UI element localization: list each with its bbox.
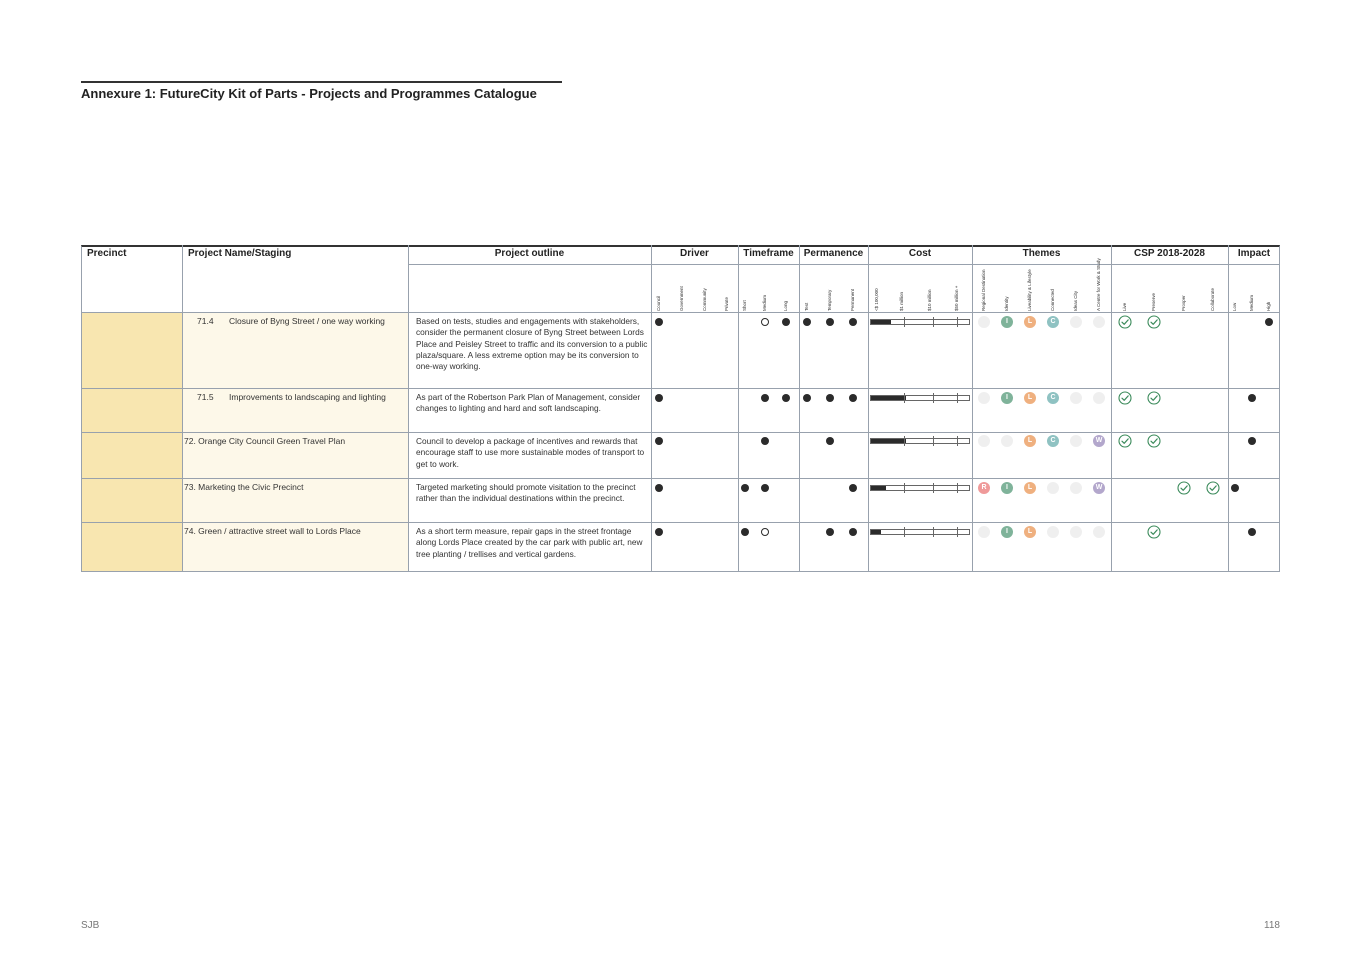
cost-bar-tick	[933, 317, 934, 327]
theme-L-badge: L	[1024, 482, 1036, 494]
subheader-driver: Government	[679, 286, 684, 311]
timeframe-filled-dot	[761, 394, 769, 402]
csp-check-icon	[1118, 434, 1132, 448]
cost-bar-fill	[871, 320, 891, 324]
cost-bar-tick	[933, 436, 934, 446]
permanence-filled-dot	[849, 484, 857, 492]
header-cost: Cost	[908, 248, 932, 259]
permanence-filled-dot	[826, 394, 834, 402]
cost-bar-tick	[957, 393, 958, 403]
timeframe-filled-dot	[782, 394, 790, 402]
header-precinct: Precinct	[87, 248, 127, 259]
project-outline: As a short term measure, repair gaps in the street frontage along Lords Place created by the car park with public art, new tree planting / trellises and vertical gardens.	[416, 526, 643, 559]
csp-check-icon	[1147, 315, 1161, 329]
driver-filled-dot	[655, 318, 663, 326]
subheader-cost: $10 million	[927, 289, 932, 311]
header-divider	[408, 264, 1280, 265]
impact-filled-dot	[1231, 484, 1239, 492]
timeframe-filled-dot	[761, 484, 769, 492]
cost-bar-tick	[933, 527, 934, 537]
subheader-themes: Connected	[1050, 289, 1055, 311]
theme-inactive-badge	[1070, 526, 1082, 538]
subheader-timeframe: Long	[783, 300, 788, 311]
cost-bar-tick	[904, 527, 905, 537]
theme-inactive-badge	[1070, 392, 1082, 404]
cost-bar-fill	[871, 486, 886, 490]
project-outline: Council to develop a package of incentives and rewards that encourage staff to use more sustainable modes of transport to get to work.	[416, 436, 645, 469]
cost-bar-fill	[871, 439, 906, 443]
timeframe-filled-dot	[761, 437, 769, 445]
subheader-timeframe: Short	[742, 300, 747, 311]
page-title: Annexure 1: FutureCity Kit of Parts - Projects and Programmes Catalogue	[81, 86, 537, 101]
subheader-cost: $1 million	[899, 291, 904, 311]
driver-filled-dot	[655, 484, 663, 492]
cost-bar-tick	[957, 527, 958, 537]
subheader-driver: Community	[702, 288, 707, 311]
theme-I-badge: I	[1001, 482, 1013, 494]
project-outline: As part of the Robertson Park Plan of Management, consider changes to lighting and hard and soft landscaping.	[416, 392, 641, 414]
header-impact: Impact	[1237, 248, 1271, 259]
cost-bar	[870, 529, 970, 535]
permanence-filled-dot	[826, 437, 834, 445]
theme-I-badge: I	[1001, 316, 1013, 328]
theme-inactive-badge	[1047, 526, 1059, 538]
project-number: 71.5	[197, 392, 214, 402]
theme-C-badge: C	[1047, 316, 1059, 328]
driver-filled-dot	[655, 394, 663, 402]
cost-bar	[870, 395, 970, 401]
project-name: Closure of Byng Street / one way working	[229, 316, 385, 326]
subheader-themes: Ideas City	[1073, 290, 1078, 311]
theme-inactive-badge	[978, 435, 990, 447]
header-project-outline: Project outline	[494, 248, 565, 259]
row-divider	[81, 522, 1280, 523]
cost-bar-fill	[871, 396, 906, 400]
project-outline: Targeted marketing should promote visitation to the precinct rather than the individual destinations within the precinct.	[416, 482, 636, 504]
theme-inactive-badge	[978, 392, 990, 404]
subheader-csp: Collaborate	[1210, 287, 1215, 311]
csp-check-icon	[1206, 481, 1220, 495]
catalogue-table	[81, 245, 1280, 573]
timeframe-filled-dot	[741, 528, 749, 536]
theme-L-badge: L	[1024, 526, 1036, 538]
theme-inactive-badge	[1070, 435, 1082, 447]
theme-L-badge: L	[1024, 316, 1036, 328]
project-name: 74. Green / attractive street wall to Lords Place	[184, 526, 361, 536]
csp-check-icon	[1147, 525, 1161, 539]
csp-check-icon	[1177, 481, 1191, 495]
header-csp: CSP 2018-2028	[1134, 248, 1205, 259]
cost-bar-tick	[904, 483, 905, 493]
cost-bar-tick	[957, 436, 958, 446]
cost-bar-tick	[957, 483, 958, 493]
permanence-filled-dot	[849, 528, 857, 536]
subheader-impact: Low	[1232, 302, 1237, 311]
impact-filled-dot	[1248, 394, 1256, 402]
subheader-themes: Regional Destination	[981, 269, 986, 311]
subheader-csp: Live	[1122, 302, 1127, 311]
subheader-themes: A Centre for Work & Study	[1096, 258, 1101, 311]
footer-author: SJB	[81, 920, 100, 931]
project-name: Improvements to landscaping and lighting	[229, 392, 386, 402]
theme-I-badge: I	[1001, 392, 1013, 404]
driver-filled-dot	[655, 528, 663, 536]
row-divider	[81, 432, 1280, 433]
impact-filled-dot	[1265, 318, 1273, 326]
timeframe-open-dot	[761, 528, 769, 536]
cost-bar-tick	[904, 436, 905, 446]
subheader-permanence: Test	[804, 302, 809, 311]
theme-L-badge: L	[1024, 392, 1036, 404]
cost-bar	[870, 438, 970, 444]
csp-check-icon	[1147, 434, 1161, 448]
cost-bar-tick	[933, 483, 934, 493]
permanence-filled-dot	[849, 394, 857, 402]
cost-bar-tick	[957, 317, 958, 327]
theme-R-badge: R	[978, 482, 990, 494]
subheader-csp: Prosper	[1181, 295, 1186, 311]
subheader-driver: Private	[724, 296, 729, 311]
subheader-impact: Medium	[1249, 294, 1254, 311]
project-number: 71.4	[197, 316, 214, 326]
subheader-permanence: Permanent	[850, 288, 855, 311]
theme-inactive-badge	[1001, 435, 1013, 447]
subheader-themes: Identity	[1004, 296, 1009, 311]
title-rule	[81, 81, 562, 83]
csp-check-icon	[1118, 391, 1132, 405]
theme-inactive-badge	[1070, 316, 1082, 328]
theme-inactive-badge	[978, 316, 990, 328]
row-divider	[81, 478, 1280, 479]
project-name: 72. Orange City Council Green Travel Plan	[184, 436, 346, 446]
project-name: 73. Marketing the Civic Precinct	[184, 482, 304, 492]
subheader-impact: High	[1266, 301, 1271, 311]
header-themes: Themes	[1022, 248, 1061, 259]
subheader-permanence: Temporary	[827, 289, 832, 311]
timeframe-filled-dot	[782, 318, 790, 326]
permanence-filled-dot	[826, 528, 834, 536]
subheader-csp: Preserve	[1151, 292, 1156, 311]
page-number: 118	[1264, 920, 1280, 931]
cost-bar-tick	[933, 393, 934, 403]
subheader-cost: $50 million +	[954, 285, 959, 311]
header-timeframe: Timeframe	[743, 248, 794, 259]
cost-bar-tick	[904, 393, 905, 403]
theme-I-badge: I	[1001, 526, 1013, 538]
theme-W-badge: W	[1093, 482, 1105, 494]
header-project-name: Project Name/Staging	[188, 248, 292, 259]
header-permanence: Permanence	[803, 248, 864, 259]
theme-inactive-badge	[978, 526, 990, 538]
permanence-filled-dot	[803, 318, 811, 326]
cost-bar	[870, 485, 970, 491]
theme-inactive-badge	[1093, 392, 1105, 404]
permanence-filled-dot	[849, 318, 857, 326]
impact-filled-dot	[1248, 437, 1256, 445]
cost-bar-tick	[904, 317, 905, 327]
header-driver: Driver	[680, 248, 709, 259]
theme-inactive-badge	[1093, 526, 1105, 538]
timeframe-open-dot	[761, 318, 769, 326]
project-outline: Based on tests, studies and engagements with stakeholders, consider the permanent closure of Byng Street between Lords Place and Peisley Street to traffic and its conversion to a public plaza/square. A less extreme option may be its conversion to one-way working.	[416, 316, 648, 372]
theme-inactive-badge	[1093, 316, 1105, 328]
cost-bar	[870, 319, 970, 325]
timeframe-filled-dot	[741, 484, 749, 492]
impact-filled-dot	[1248, 528, 1256, 536]
row-divider	[81, 388, 1280, 389]
theme-C-badge: C	[1047, 435, 1059, 447]
theme-W-badge: W	[1093, 435, 1105, 447]
row-divider	[81, 312, 1280, 313]
driver-filled-dot	[655, 437, 663, 445]
csp-check-icon	[1118, 315, 1132, 329]
subheader-cost: <$ 100,000	[874, 288, 879, 311]
theme-C-badge: C	[1047, 392, 1059, 404]
permanence-filled-dot	[803, 394, 811, 402]
csp-check-icon	[1147, 391, 1161, 405]
theme-inactive-badge	[1047, 482, 1059, 494]
subheader-driver: Council	[656, 295, 661, 311]
cost-bar-fill	[871, 530, 881, 534]
permanence-filled-dot	[826, 318, 834, 326]
subheader-themes: Liveability & Lifestyle	[1027, 269, 1032, 311]
theme-L-badge: L	[1024, 435, 1036, 447]
theme-inactive-badge	[1070, 482, 1082, 494]
subheader-timeframe: Medium	[762, 294, 767, 311]
